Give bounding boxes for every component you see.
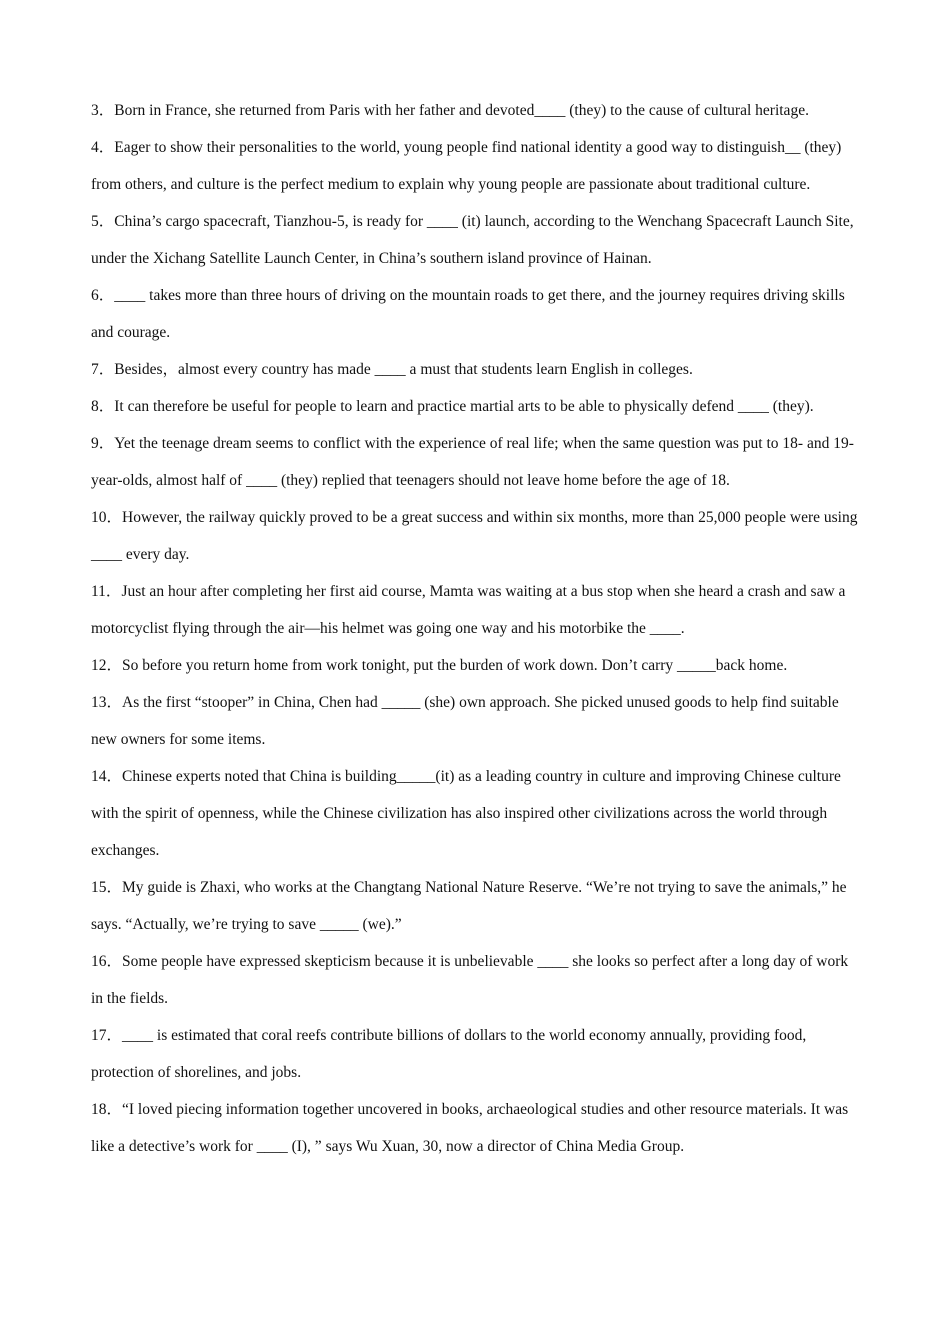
question-text: However, the railway quickly proved to be a great success and within six months, more than 25,000 people were using ____ every day.: [91, 509, 858, 563]
question-number: 5．: [91, 213, 115, 230]
question-text: Besides，almost every country has made ____ a must that students learn English in colleges.: [114, 361, 693, 378]
question-6: [91, 277, 861, 351]
question-number: 16．: [91, 953, 123, 970]
question-18: [91, 1091, 861, 1165]
question-text: Chinese experts noted that China is building_____(it) as a leading country in culture and improving Chinese culture with the spirit of openness, while the Chinese civilization has also inspired other civilizations across the world through exchanges.: [91, 768, 841, 859]
question-number: 14．: [91, 768, 123, 785]
question-number: 6．: [91, 287, 115, 304]
question-text: China’s cargo spacecraft, Tianzhou-5, is ready for ____ (it) launch, according to the Wenchang Spacecraft Launch Site, under the Xichang Satellite Launch Center, in China’s southern island province of Hainan.: [91, 213, 854, 267]
question-text: Some people have expressed skepticism because it is unbelievable ____ she looks so perfect after a long day of work in the fields.: [91, 953, 849, 1007]
question-text: ____ takes more than three hours of driving on the mountain roads to get there, and the journey requires driving skills and courage.: [91, 287, 845, 341]
question-text: My guide is Zhaxi, who works at the Changtang National Nature Reserve. “We’re not trying to save the animals,” he says. “Actually, we’re trying to save _____ (we).”: [91, 879, 847, 933]
question-number: 11．: [91, 583, 122, 600]
question-number: 9．: [91, 435, 115, 452]
question-10: [91, 499, 861, 573]
question-7: [91, 351, 861, 388]
question-15: [91, 869, 861, 943]
question-number: 10．: [91, 509, 123, 526]
question-3: [91, 92, 861, 129]
question-text: Just an hour after completing her first aid course, Mamta was waiting at a bus stop when she heard a crash and saw a motorcyclist flying through the air—his helmet was going one way and his motorbike the ____.: [91, 583, 846, 637]
question-text: Eager to show their personalities to the world, young people find national identity a good way to distinguish__ (they) from others, and culture is the perfect medium to explain why young people are passionate about traditional culture.: [91, 139, 842, 193]
question-11: [91, 573, 861, 647]
question-number: 7．: [91, 361, 115, 378]
question-number: 17．: [91, 1027, 123, 1044]
question-number: 3．: [91, 102, 115, 119]
question-text: Born in France, she returned from Paris with her father and devoted____ (they) to the cause of cultural heritage.: [114, 102, 809, 119]
question-13: [91, 684, 861, 758]
question-text: “I loved piecing information together uncovered in books, archaeological studies and other resource materials. It was like a detective’s work for ____ (I), ” says Wu Xuan, 30, now a director of China Media Group.: [91, 1101, 849, 1155]
question-8: [91, 388, 861, 425]
question-4: [91, 129, 861, 203]
question-12: [91, 647, 861, 684]
question-text: As the first “stooper” in China, Chen had _____ (she) own approach. She picked unused goods to help find suitable new owners for some items.: [91, 694, 839, 748]
question-5: [91, 203, 861, 277]
question-text: ____ is estimated that coral reefs contribute billions of dollars to the world economy annually, providing food, protection of shorelines, and jobs.: [91, 1027, 807, 1081]
question-9: [91, 425, 861, 499]
question-number: 12．: [91, 657, 123, 674]
question-text: Yet the teenage dream seems to conflict with the experience of real life; when the same question was put to 18- and 19-year-olds, almost half of ____ (they) replied that teenagers should not leave home before the age of 18.: [91, 435, 854, 489]
question-text: It can therefore be useful for people to learn and practice martial arts to be able to physically defend ____ (they).: [114, 398, 814, 415]
question-text: So before you return home from work tonight, put the burden of work down. Don’t carry _____back home.: [122, 657, 788, 674]
question-16: [91, 943, 861, 1017]
question-number: 8．: [91, 398, 115, 415]
question-number: 13．: [91, 694, 123, 711]
question-number: 4．: [91, 139, 115, 156]
question-number: 15．: [91, 879, 123, 896]
question-14: [91, 758, 861, 869]
question-list: [91, 92, 861, 1165]
question-number: 18．: [91, 1101, 123, 1118]
question-17: [91, 1017, 861, 1091]
